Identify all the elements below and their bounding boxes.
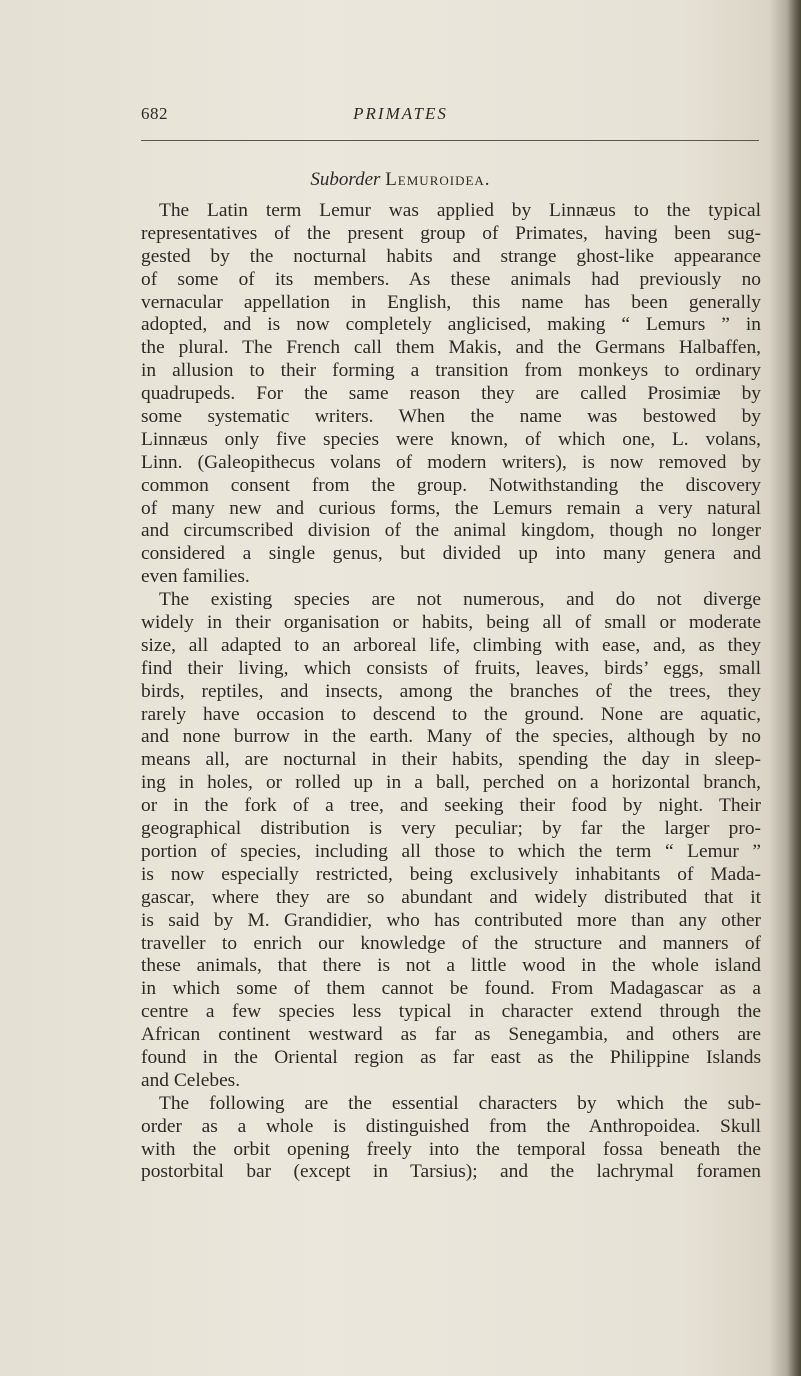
page-number: 682 [141, 104, 168, 123]
text-line: birds, reptiles, and insects, among the branches of the trees, they [141, 680, 761, 702]
text-line: or in the fork of a tree, and seeking their food by night. Their [141, 795, 761, 817]
text-line: traveller to enrich our knowledge of the structure and manners of [141, 932, 761, 954]
text-line: some systematic writers. When the name was bestowed by [141, 406, 761, 428]
text-line: in allusion to their forming a transition from monkeys to ordinary [141, 360, 761, 382]
text-line: The existing species are not numerous, and do not diverge [159, 589, 761, 611]
header-rule [141, 140, 759, 141]
section-heading [0, 169, 801, 191]
page-edge-shadow [787, 0, 801, 1376]
text-line: with the orbit opening freely into the temporal fossa beneath the [141, 1138, 761, 1160]
text-line: in which some of them cannot be found. From Madagascar as a [141, 978, 761, 1000]
text-line: means all, are nocturnal in their habits, spending the day in sleep- [141, 749, 761, 771]
text-line: these animals, that there is not a little wood in the whole island [141, 955, 761, 977]
running-title: PRIMATES [353, 104, 448, 123]
text-line: widely in their organisation or habits, being all of small or moderate [141, 612, 761, 634]
text-line: adopted, and is now completely anglicised, making “ Lemurs ” in [141, 314, 761, 336]
suborder-name: Lemuroidea. [385, 169, 491, 190]
text-line: and none burrow in the earth. Many of the species, although by no [141, 726, 761, 748]
text-line: and Celebes. [141, 1069, 241, 1091]
text-line: ing in holes, or rolled up in a ball, perched on a horizontal branch, [141, 772, 761, 794]
text-line: quadrupeds. For the same reason they are called Prosimiæ by [141, 383, 761, 405]
text-line: The following are the essential characters by which the sub- [159, 1092, 761, 1114]
text-line: Linn. (Galeopithecus volans of modern writers), is now removed by [141, 451, 761, 473]
text-line: vernacular appellation in English, this name has been generally [141, 291, 761, 313]
text-line: considered a single genus, but divided up into many genera and [141, 543, 761, 565]
text-line: is now especially restricted, being exclusively inhabitants of Mada- [141, 863, 761, 885]
text-line: gested by the nocturnal habits and strange ghost-like appearance [141, 245, 761, 267]
text-line: Linnæus only five species were known, of which one, L. volans, [141, 428, 761, 450]
text-line: geographical distribution is very peculiar; by far the larger pro- [141, 818, 761, 840]
suborder-label: Suborder [310, 169, 381, 190]
text-line: is said by M. Grandidier, who has contributed more than any other [141, 909, 761, 931]
text-line: order as a whole is distinguished from the Anthropoidea. Skull [141, 1115, 761, 1137]
body-text [141, 200, 761, 1184]
text-line: and circumscribed division of the animal kingdom, though no longer [141, 520, 761, 542]
text-line: postorbital bar (except in Tarsius); and the lachrymal foramen [141, 1161, 761, 1183]
text-line: centre a few species less typical in character extend through the [141, 1001, 761, 1023]
text-line: of many new and curious forms, the Lemurs remain a very natural [141, 497, 761, 519]
text-line: find their living, which consists of fruits, leaves, birds’ eggs, small [141, 657, 761, 679]
text-line: found in the Oriental region as far east as the Philippine Islands [141, 1046, 761, 1068]
text-line: rarely have occasion to descend to the ground. None are aquatic, [141, 703, 761, 725]
page-header [0, 104, 801, 130]
text-line: size, all adapted to an arboreal life, climbing with ease, and, as they [141, 634, 761, 656]
text-line: portion of species, including all those to which the term “ Lemur ” [141, 840, 761, 862]
text-line: even families. [141, 566, 250, 588]
text-line: gascar, where they are so abundant and widely distributed that it [141, 886, 761, 908]
text-line: common consent from the group. Notwithstanding the discovery [141, 474, 761, 496]
text-line: of some of its members. As these animals had previously no [141, 268, 761, 290]
text-line: The Latin term Lemur was applied by Linnæus to the typical [159, 200, 761, 221]
text-line: representatives of the present group of Primates, having been sug- [141, 222, 761, 244]
text-line: African continent westward as far as Senegambia, and others are [141, 1024, 761, 1046]
text-line: the plural. The French call them Makis, and the Germans Halbaffen, [141, 337, 761, 359]
